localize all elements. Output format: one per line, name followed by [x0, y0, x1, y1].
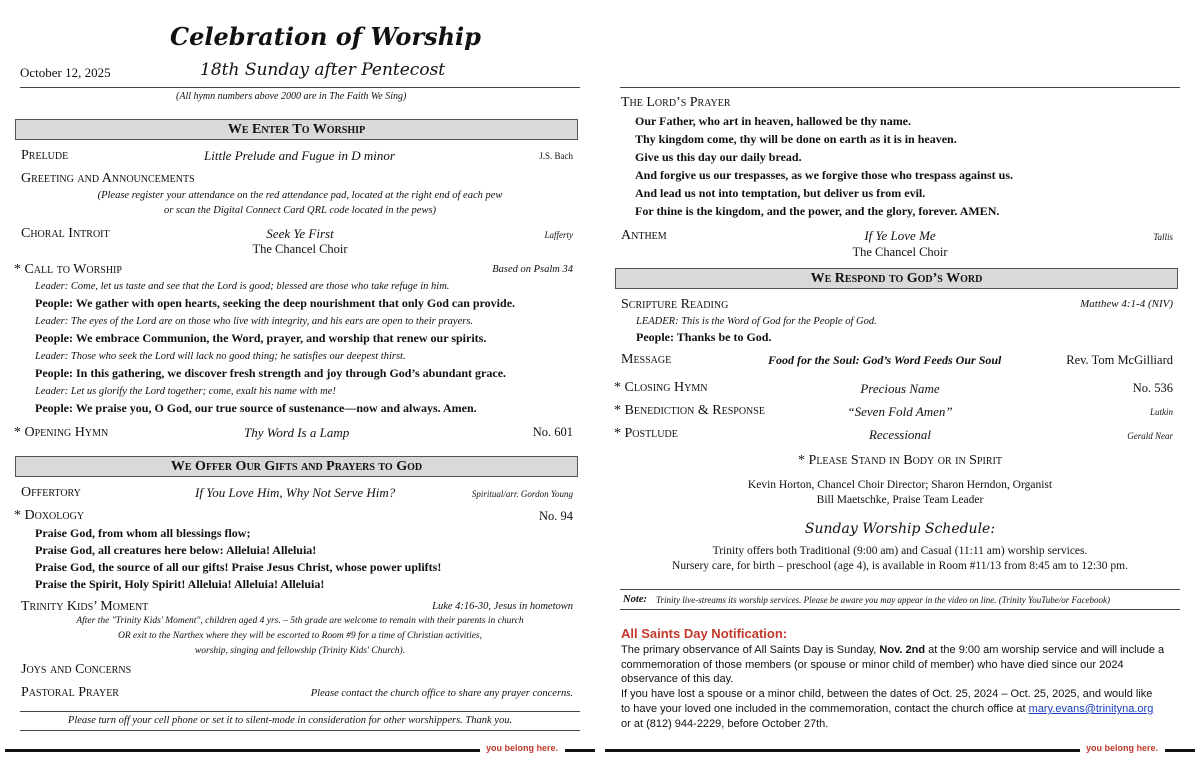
anthem-composer: Tallis	[1153, 232, 1173, 242]
scripture-people: People: Thanks be to God.	[636, 330, 772, 344]
tagline: you belong here.	[1086, 743, 1159, 753]
introit-composer: Lafferty	[544, 230, 573, 240]
pastoral-prayer-note: Please contact the church office to share any prayer concerns.	[310, 688, 573, 699]
postlude-label: * Postlude	[614, 426, 678, 441]
closing-hymn-label: * Closing Hymn	[614, 380, 708, 395]
message-label: Message	[621, 352, 672, 367]
all-saints-line-4: If you have lost a spouse or a minor child, between the dates of Oct. 25, 2024 – Oct. 25, 2025, and would like	[621, 688, 1153, 700]
call-to-worship-label: * Call to Worship	[14, 262, 122, 277]
prayer-line: And lead us not into temptation, but deliver us from evil.	[635, 186, 926, 200]
divider	[620, 589, 1180, 590]
anthem-label: Anthem	[621, 228, 667, 243]
people-line-4: People: We praise you, O God, our true source of sustenance—now and always. Amen.	[35, 401, 477, 415]
prayer-line: Give us this day our daily bread.	[635, 150, 802, 164]
kids-note-3: worship, singing and fellowship (Trinity Kids' Church).	[194, 646, 406, 656]
benediction-label: * Benediction & Response	[614, 403, 765, 418]
anthem-performer: The Chancel Choir	[852, 245, 948, 259]
footer-rule	[1165, 749, 1195, 752]
offertory-arranger: Spiritual/arr. Gordon Young	[471, 489, 573, 499]
opening-hymn-label: * Opening Hymn	[14, 425, 109, 440]
scripture-leader: LEADER: This is the Word of God for the People of God.	[636, 316, 877, 327]
bulletin-title: Celebration of Worship	[170, 22, 481, 51]
opening-hymn-title: Thy Word Is a Lamp	[244, 425, 350, 440]
people-line-1: People: We gather with open hearts, seeking the deep nourishment that only God can provide.	[35, 296, 516, 310]
all-saints-line-5	[621, 703, 1153, 715]
leader-line-3: Leader: Those who seek the Lord will lack no good thing; he satisfies our deepest thirst.	[35, 351, 406, 362]
offertory-title: If You Love Him, Why Not Serve Him?	[195, 485, 396, 500]
divider	[620, 609, 1180, 610]
connect-card-note: or scan the Digital Connect Card QRL code located in the pews)	[163, 205, 437, 216]
benediction-title: “Seven Fold Amen”	[847, 404, 953, 419]
note-label: Note:	[623, 594, 647, 605]
lords-prayer-label: The Lord’s Prayer	[621, 95, 731, 110]
prelude-label: Prelude	[21, 148, 69, 163]
footer-rule	[5, 749, 480, 752]
attendance-note: (Please register your attendance on the red attendance pad, located at the right end of each pew	[97, 190, 503, 201]
footer-rule	[565, 749, 595, 752]
preacher: Rev. Tom McGilliard	[1066, 353, 1173, 367]
scripture-reference: Matthew 4:1-4 (NIV)	[1080, 298, 1173, 310]
kids-note-1: After the "Trinity Kids' Moment", children aged 4 yrs. – 5th grade are welcome to remain with their parents in church	[76, 616, 524, 626]
call-to-worship-source: Based on Psalm 34	[492, 264, 573, 275]
doxology-line: Praise God, the source of all our gifts! Praise Jesus Christ, whose power uplifts!	[35, 560, 442, 574]
divider	[20, 730, 580, 731]
prayer-line: For thine is the kingdom, and the power, and the glory, forever. AMEN.	[635, 204, 1000, 218]
all-saints-text: at the 9:00 am worship service and will include a	[928, 644, 1165, 656]
introit-label: Choral Introit	[21, 226, 110, 241]
all-saints-line-3: observance of this day.	[621, 673, 734, 685]
kids-note-2: OR exit to the Narthex where they will be escorted to Room #9 for a time of Christian activities,	[117, 631, 483, 641]
tagline: you belong here.	[486, 743, 559, 753]
prayer-line: Thy kingdom come, thy will be done on earth as it is in heaven.	[635, 132, 957, 146]
section-header-respond: We Respond to God’s Word	[615, 268, 1178, 289]
staff-line-2: Bill Maetschke, Praise Team Leader	[816, 494, 984, 506]
people-line-3: People: In this gathering, we discover fresh strength and joy through God’s abundant grace.	[35, 366, 507, 380]
all-saints-text: to have your loved one included in the commemoration, contact the church office at	[621, 703, 1026, 715]
livestream-note: Trinity live-streams its worship services. Please be aware you may appear in the video on line. (Trinity YouTube/or Facebook)	[656, 595, 1110, 605]
closing-hymn-number: No. 536	[1132, 381, 1173, 395]
all-saints-line-1	[621, 644, 1164, 656]
opening-hymn-number: No. 601	[532, 425, 573, 439]
prelude-composer: J.S. Bach	[539, 151, 573, 161]
divider	[620, 87, 1180, 88]
section-header-enter: We Enter To Worship	[15, 119, 578, 140]
stand-note: * Please Stand in Body or in Spirit	[798, 453, 1002, 468]
service-date: October 12, 2025	[20, 65, 111, 80]
scripture-label: Scripture Reading	[621, 297, 729, 312]
schedule-title: Sunday Worship Schedule:	[804, 521, 996, 537]
section-header-offer: We Offer Our Gifts and Prayers to God	[15, 456, 578, 477]
leader-line-1: Leader: Come, let us taste and see that the Lord is good; blessed are those who take refuge in him.	[35, 281, 450, 292]
footer-rule	[605, 749, 1080, 752]
email-link[interactable]: mary.evans@trinityna.org	[1028, 703, 1154, 715]
kids-moment-label: Trinity Kids’ Moment	[21, 599, 149, 614]
cell-phone-note: Please turn off your cell phone or set it to silent-mode in consideration for other worshippers. Thank you.	[67, 715, 513, 726]
kids-moment-scripture: Luke 4:16-30, Jesus in hometown	[432, 601, 573, 612]
anthem-title: If Ye Love Me	[864, 228, 936, 243]
introit-title: Seek Ye First	[266, 226, 334, 241]
leader-line-4: Leader: Let us glorify the Lord together; come, exalt his name with me!	[35, 386, 336, 397]
prayer-line: And forgive us our trespasses, as we forgive those who trespass against us.	[635, 168, 1014, 182]
divider	[20, 87, 580, 88]
sermon-title: Food for the Soul: God’s Word Feeds Our Soul	[768, 353, 1002, 367]
hymn-number-note: (All hymn numbers above 2000 are in The Faith We Sing)	[176, 91, 407, 102]
benediction-composer: Lutkin	[1149, 407, 1173, 417]
postlude-title: Recessional	[868, 427, 932, 442]
all-saints-line-6: or at (812) 944-2229, before October 27th.	[621, 718, 829, 730]
schedule-line-2: Nursery care, for birth – preschool (age 4), is available in Room #11/13 from 8:45 am to 12:30 pm.	[672, 560, 1128, 572]
doxology-line: Praise God, from whom all blessings flow;	[35, 526, 251, 540]
liturgical-day: 18th Sunday after Pentecost	[200, 60, 446, 80]
all-saints-date: Nov. 2nd	[879, 644, 926, 656]
all-saints-text: The primary observance of All Saints Day is Sunday,	[621, 644, 877, 656]
doxology-number: No. 94	[538, 509, 573, 523]
doxology-line: Praise God, all creatures here below: Alleluia! Alleluia!	[35, 543, 317, 557]
schedule-line-1: Trinity offers both Traditional (9:00 am) and Casual (11:11 am) worship services.	[712, 545, 1088, 557]
all-saints-title: All Saints Day Notification:	[621, 626, 788, 641]
offertory-label: Offertory	[21, 485, 81, 500]
staff-line-1: Kevin Horton, Chancel Choir Director; Sharon Herndon, Organist	[747, 479, 1053, 491]
all-saints-line-2: commemoration of those members (or spouse or minor child of member) who have died since our 2024	[621, 659, 1124, 671]
doxology-line: Praise the Spirit, Holy Spirit! Alleluia! Alleluia! Alleluia!	[35, 577, 325, 591]
joys-concerns-label: Joys and Concerns	[21, 662, 132, 677]
leader-line-2: Leader: The eyes of the Lord are on those who live with integrity, and his ears are open to their prayers.	[35, 316, 474, 327]
introit-performer: The Chancel Choir	[252, 242, 348, 256]
pastoral-prayer-label: Pastoral Prayer	[21, 685, 119, 700]
divider	[20, 711, 580, 712]
prayer-line: Our Father, who art in heaven, hallowed be thy name.	[635, 114, 912, 128]
people-line-2: People: We embrace Communion, the Word, prayer, and worship that renew our spirits.	[35, 331, 487, 345]
greeting-label: Greeting and Announcements	[21, 171, 195, 186]
prelude-title: Little Prelude and Fugue in D minor	[204, 148, 395, 163]
closing-hymn-title: Precious Name	[860, 381, 940, 396]
doxology-label: * Doxology	[14, 508, 85, 523]
postlude-composer: Gerald Near	[1127, 431, 1173, 441]
